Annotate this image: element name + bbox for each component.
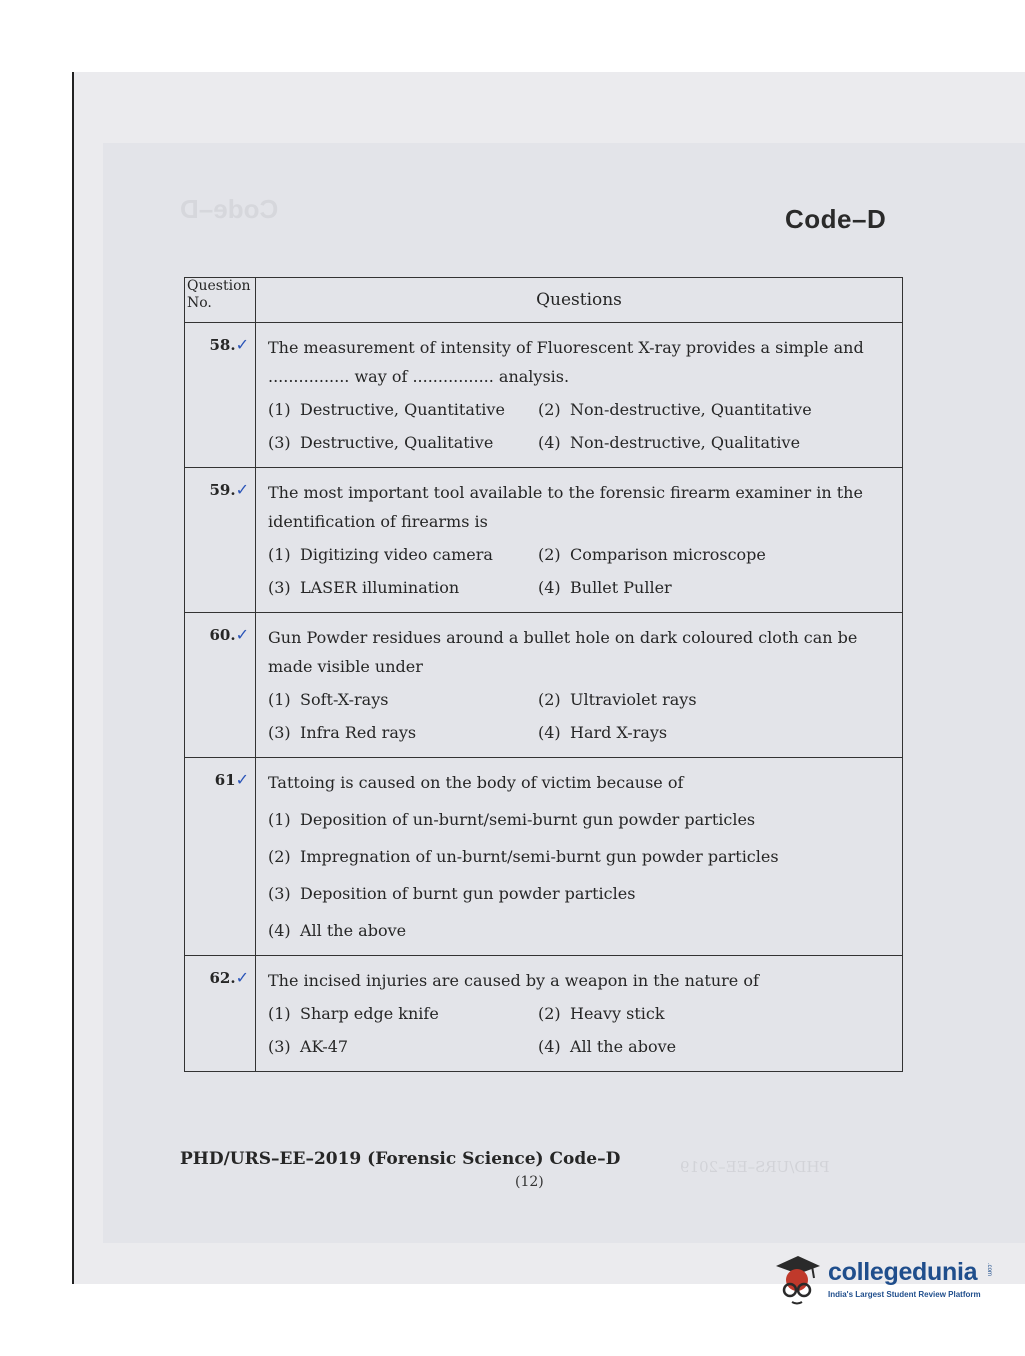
check-mark-icon: ✓	[235, 625, 249, 644]
question-body	[256, 758, 903, 956]
check-mark-icon: ✓	[235, 335, 249, 354]
question-text: The most important tool available to the forensic firearm examiner in the identification of firearms is	[268, 483, 863, 531]
question-text: The measurement of intensity of Fluorescent X-ray provides a simple and ................ way of ................ analysis.	[268, 338, 864, 386]
option: (1) Destructive, Quantitative	[268, 400, 505, 419]
question-no-header: Question No.	[185, 278, 256, 323]
option: (1) Deposition of un-burnt/semi-burnt gun powder particles	[268, 810, 756, 829]
option: (2) Comparison microscope	[538, 545, 766, 564]
option: (3) LASER illumination	[268, 578, 460, 597]
collegedunia-logo	[768, 1250, 998, 1310]
question-number: 58.✓	[185, 323, 256, 468]
option: (1) Soft-X-rays	[268, 690, 389, 709]
question-row	[185, 613, 903, 758]
paper-footer: PHD/URS–EE–2019 (Forensic Science) Code–D	[180, 1149, 621, 1169]
option: (4) Bullet Puller	[538, 578, 672, 597]
option: (3) Destructive, Qualitative	[268, 433, 494, 452]
question-body	[256, 468, 903, 613]
option: (3) Deposition of burnt gun powder particles	[268, 884, 636, 903]
option: (3) Infra Red rays	[268, 723, 417, 742]
paper-code: Code–D	[785, 204, 887, 234]
question-row	[185, 323, 903, 468]
question-body	[256, 323, 903, 468]
page-number: (12)	[515, 1174, 544, 1190]
question-row	[185, 758, 903, 956]
check-mark-icon: ✓	[235, 770, 249, 789]
option: (2) Ultraviolet rays	[538, 690, 697, 709]
logo-domain: .com	[986, 1263, 992, 1277]
question-number: 60.✓	[185, 613, 256, 758]
check-mark-icon: ✓	[235, 480, 249, 499]
option: (4) Hard X-rays	[538, 723, 668, 742]
question-number: 62.✓	[185, 956, 256, 1072]
option: (1) Digitizing video camera	[268, 545, 493, 564]
question-text: Gun Powder residues around a bullet hole on dark coloured cloth can be made visible under	[268, 628, 858, 676]
graduate-mascot-icon	[768, 1250, 826, 1308]
question-body	[256, 613, 903, 758]
option: (2) Non-destructive, Quantitative	[538, 400, 812, 419]
question-row	[185, 956, 903, 1072]
logo-wordmark: collegedunia	[828, 1258, 978, 1286]
option: (4) Non-destructive, Qualitative	[538, 433, 801, 452]
table-header-row	[185, 278, 903, 323]
question-text: Tattoing is caused on the body of victim because of	[268, 773, 684, 792]
logo-tagline: India's Largest Student Review Platform	[828, 1290, 981, 1299]
option: (1) Sharp edge knife	[268, 1004, 439, 1023]
option: (4) All the above	[538, 1037, 677, 1056]
option: (2) Heavy stick	[538, 1004, 665, 1023]
question-table	[184, 277, 903, 1072]
option: (3) AK-47	[268, 1037, 349, 1056]
questions-header: Questions	[256, 278, 903, 323]
option: (2) Impregnation of un-burnt/semi-burnt gun powder particles	[268, 847, 779, 866]
check-mark-icon: ✓	[235, 968, 249, 987]
question-body	[256, 956, 903, 1072]
question-row	[185, 468, 903, 613]
question-number: 59.✓	[185, 468, 256, 613]
option: (4) All the above	[268, 921, 407, 940]
question-text: The incised injuries are caused by a weapon in the nature of	[268, 971, 759, 990]
bleed-through-code: Code–D	[180, 194, 279, 224]
question-number: 61✓	[185, 758, 256, 956]
bleed-through-footer: PHD/URS–EE–2019	[680, 1158, 830, 1176]
